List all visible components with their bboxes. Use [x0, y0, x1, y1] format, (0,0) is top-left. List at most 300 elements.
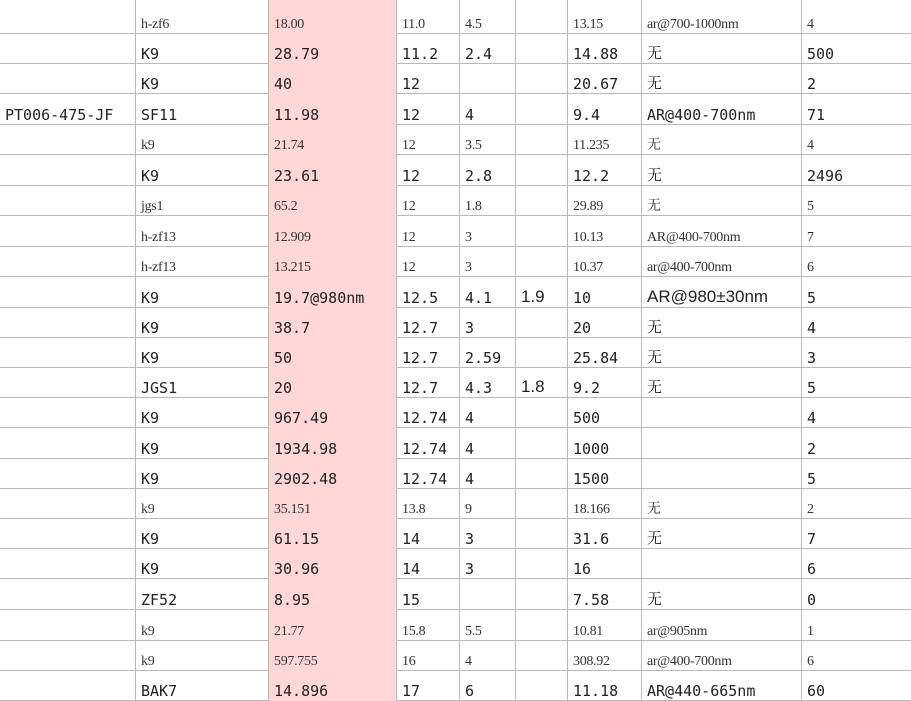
cell-text: 9.4: [573, 106, 601, 124]
cell-text: 无: [647, 138, 661, 153]
table-cell-col4[interactable]: [460, 34, 516, 64]
cell-text: K9: [141, 349, 160, 367]
table-cell-col4[interactable]: [460, 338, 516, 368]
cell-text: jgs1: [141, 199, 164, 214]
table-cell-col0[interactable]: [0, 155, 136, 186]
cell-text: 60: [807, 682, 826, 700]
table-cell-col1[interactable]: [136, 519, 269, 549]
cell-text: 3: [465, 230, 472, 245]
cell-text: 21.74: [274, 138, 305, 153]
table-cell-col4[interactable]: [460, 186, 516, 216]
table-cell-col3[interactable]: [397, 338, 460, 368]
table-cell-col2[interactable]: [269, 338, 397, 368]
table-cell-col2[interactable]: [269, 247, 397, 277]
table-cell-col5[interactable]: [516, 671, 568, 701]
table-cell-col8[interactable]: [802, 671, 911, 701]
table-cell-col8[interactable]: [802, 549, 911, 579]
table-cell-col6[interactable]: [568, 641, 642, 671]
table-cell-col3[interactable]: [397, 186, 460, 216]
table-cell-col2[interactable]: [269, 671, 397, 701]
table-cell-col6[interactable]: [568, 34, 642, 64]
cell-text: 无: [647, 348, 663, 366]
table-cell-col3[interactable]: [397, 549, 460, 579]
table-cell-col4[interactable]: [460, 519, 516, 549]
table-cell-col4[interactable]: [460, 0, 516, 34]
cell-text: 4.1: [465, 289, 493, 307]
table-cell-col5[interactable]: [516, 277, 568, 308]
table-cell-col1[interactable]: [136, 398, 269, 428]
table-cell-col5[interactable]: [516, 308, 568, 338]
table-cell-col2[interactable]: [269, 277, 397, 308]
table-row: [0, 489, 911, 519]
table-cell-col3[interactable]: [397, 671, 460, 701]
table-cell-col8[interactable]: [802, 519, 911, 549]
table-cell-col2[interactable]: [269, 0, 397, 34]
cell-text: 2.8: [465, 167, 493, 185]
table-cell-col7[interactable]: [642, 579, 802, 610]
cell-text: AR@440-665nm: [647, 682, 756, 700]
table-row: [0, 610, 911, 641]
cell-text: h-zf13: [141, 260, 176, 275]
table-cell-col7[interactable]: [642, 125, 802, 155]
cell-text: 7: [807, 530, 817, 548]
table-cell-col0[interactable]: [0, 519, 136, 549]
cell-text: AR@980±30nm: [647, 287, 769, 306]
table-cell-col1[interactable]: [136, 125, 269, 155]
cell-text: 40: [274, 75, 293, 93]
table-cell-col6[interactable]: [568, 0, 642, 34]
table-cell-col1[interactable]: [136, 549, 269, 579]
table-cell-col5[interactable]: [516, 398, 568, 428]
cell-text: 17: [402, 682, 421, 700]
table-cell-col6[interactable]: [568, 277, 642, 308]
table-cell-col1[interactable]: [136, 489, 269, 519]
table-cell-col3[interactable]: [397, 0, 460, 34]
table-cell-col0[interactable]: [0, 398, 136, 428]
cell-text: 5.5: [465, 624, 482, 639]
table-cell-col6[interactable]: [568, 519, 642, 549]
cell-text: 21.77: [274, 624, 305, 639]
table-cell-col6[interactable]: [568, 428, 642, 459]
table-cell-col2[interactable]: [269, 489, 397, 519]
table-cell-col2[interactable]: [269, 125, 397, 155]
cell-text: K9: [141, 167, 160, 185]
table-cell-col3[interactable]: [397, 610, 460, 641]
cell-text: ar@905nm: [647, 624, 708, 639]
table-cell-col6[interactable]: [568, 489, 642, 519]
cell-text: 14.896: [274, 682, 329, 700]
cell-text: 12.74: [402, 470, 448, 488]
table-cell-col3[interactable]: [397, 641, 460, 671]
cell-text: 1934.98: [274, 440, 338, 458]
cell-text: 12.909: [274, 230, 311, 245]
table-cell-col3[interactable]: [397, 216, 460, 247]
cell-text: 28.79: [274, 45, 320, 63]
cell-text: 6: [465, 682, 475, 700]
cell-text: 5: [807, 199, 814, 214]
table-cell-col4[interactable]: [460, 216, 516, 247]
table-cell-col7[interactable]: [642, 277, 802, 308]
table-cell-col3[interactable]: [397, 368, 460, 398]
cell-text: 23.61: [274, 167, 320, 185]
table-cell-col1[interactable]: [136, 428, 269, 459]
table-cell-col7[interactable]: [642, 34, 802, 64]
table-row: [0, 459, 911, 489]
table-cell-col7[interactable]: [642, 519, 802, 549]
cell-text: 2496: [807, 167, 844, 185]
table-cell-col2[interactable]: [269, 428, 397, 459]
table-cell-col7[interactable]: [642, 671, 802, 701]
cell-text: 16: [402, 654, 416, 669]
table-cell-col3[interactable]: [397, 277, 460, 308]
cell-text: 11.18: [573, 682, 619, 700]
table-cell-col3[interactable]: [397, 155, 460, 186]
table-cell-col1[interactable]: [136, 641, 269, 671]
table-cell-col8[interactable]: [802, 610, 911, 641]
table-cell-col2[interactable]: [269, 519, 397, 549]
table-cell-col8[interactable]: [802, 368, 911, 398]
table-cell-col2[interactable]: [269, 64, 397, 94]
cell-text: ar@700-1000nm: [647, 17, 739, 32]
table-cell-col6[interactable]: [568, 549, 642, 579]
table-cell-col3[interactable]: [397, 428, 460, 459]
table-cell-col4[interactable]: [460, 641, 516, 671]
cell-text: 12.7: [402, 319, 439, 337]
table-cell-col0[interactable]: [0, 125, 136, 155]
table-cell-col7[interactable]: [642, 641, 802, 671]
table-cell-col7[interactable]: [642, 338, 802, 368]
cell-text: K9: [141, 440, 160, 458]
table-cell-col1[interactable]: [136, 368, 269, 398]
table-cell-col3[interactable]: [397, 459, 460, 489]
table-cell-col8[interactable]: [802, 459, 911, 489]
table-cell-col8[interactable]: [802, 247, 911, 277]
table-cell-col7[interactable]: [642, 94, 802, 125]
table-cell-col8[interactable]: [802, 0, 911, 34]
table-row: [0, 428, 911, 459]
table-cell-col6[interactable]: [568, 459, 642, 489]
table-cell-col6[interactable]: [568, 155, 642, 186]
table-cell-col5[interactable]: [516, 64, 568, 94]
cell-text: k9: [141, 654, 155, 669]
table-cell-col8[interactable]: [802, 338, 911, 368]
table-cell-col3[interactable]: [397, 308, 460, 338]
table-cell-col0[interactable]: [0, 671, 136, 701]
table-cell-col2[interactable]: [269, 549, 397, 579]
cell-text: 无: [647, 378, 663, 396]
table-cell-col8[interactable]: [802, 155, 911, 186]
table-cell-col5[interactable]: [516, 459, 568, 489]
table-cell-col2[interactable]: [269, 579, 397, 610]
cell-text: 4: [465, 654, 472, 669]
table-cell-col5[interactable]: [516, 94, 568, 125]
table-cell-col1[interactable]: [136, 34, 269, 64]
table-cell-col7[interactable]: [642, 368, 802, 398]
cell-text: ZF52: [141, 591, 178, 609]
table-cell-col4[interactable]: [460, 368, 516, 398]
table-cell-col8[interactable]: [802, 428, 911, 459]
table-cell-col5[interactable]: [516, 125, 568, 155]
table-cell-col7[interactable]: [642, 428, 802, 459]
table-row: [0, 338, 911, 368]
table-cell-col0[interactable]: [0, 610, 136, 641]
cell-text: 13.15: [573, 17, 604, 32]
cell-text: JGS1: [141, 379, 178, 397]
table-cell-col8[interactable]: [802, 216, 911, 247]
table-cell-col5[interactable]: [516, 216, 568, 247]
table-cell-col7[interactable]: [642, 459, 802, 489]
table-cell-col6[interactable]: [568, 671, 642, 701]
cell-text: 61.15: [274, 530, 320, 548]
table-cell-col1[interactable]: [136, 308, 269, 338]
table-cell-col0[interactable]: [0, 368, 136, 398]
cell-text: K9: [141, 409, 160, 427]
table-cell-col5[interactable]: [516, 247, 568, 277]
table-cell-col4[interactable]: [460, 549, 516, 579]
table-cell-col3[interactable]: [397, 579, 460, 610]
cell-text: 16: [573, 560, 592, 578]
table-cell-col7[interactable]: [642, 610, 802, 641]
table-cell-col4[interactable]: [460, 64, 516, 94]
table-cell-col7[interactable]: [642, 398, 802, 428]
table-cell-col7[interactable]: [642, 216, 802, 247]
table-cell-col1[interactable]: [136, 94, 269, 125]
cell-text: k9: [141, 502, 155, 517]
table-cell-col8[interactable]: [802, 64, 911, 94]
cell-text: 967.49: [274, 409, 329, 427]
table-cell-col4[interactable]: [460, 277, 516, 308]
cell-text: h-zf13: [141, 230, 176, 245]
cell-text: 1500: [573, 470, 610, 488]
table-row: [0, 34, 911, 64]
table-cell-col2[interactable]: [269, 94, 397, 125]
cell-text: 500: [807, 45, 835, 63]
cell-text: 12: [402, 199, 416, 214]
table-cell-col5[interactable]: [516, 186, 568, 216]
table-cell-col5[interactable]: [516, 155, 568, 186]
table-cell-col0[interactable]: [0, 641, 136, 671]
cell-text: 500: [573, 409, 601, 427]
table-cell-col6[interactable]: [568, 610, 642, 641]
cell-text: PT006-475-JF: [5, 106, 114, 124]
cell-text: 14: [402, 560, 421, 578]
table-cell-col8[interactable]: [802, 579, 911, 610]
table-cell-col7[interactable]: [642, 247, 802, 277]
table-cell-col3[interactable]: [397, 34, 460, 64]
table-cell-col7[interactable]: [642, 155, 802, 186]
table-cell-col0[interactable]: [0, 549, 136, 579]
cell-text: 12: [402, 230, 416, 245]
table-cell-col0[interactable]: [0, 64, 136, 94]
table-cell-col5[interactable]: [516, 641, 568, 671]
table-cell-col1[interactable]: [136, 338, 269, 368]
table-cell-col4[interactable]: [460, 428, 516, 459]
table-cell-col2[interactable]: [269, 368, 397, 398]
table-cell-col5[interactable]: [516, 338, 568, 368]
table-cell-col1[interactable]: [136, 0, 269, 34]
table-cell-col8[interactable]: [802, 641, 911, 671]
table-cell-col0[interactable]: [0, 489, 136, 519]
table-row: [0, 94, 911, 125]
cell-text: 18.166: [573, 502, 610, 517]
cell-text: 12.7: [402, 379, 439, 397]
table-cell-col8[interactable]: [802, 34, 911, 64]
table-cell-col3[interactable]: [397, 398, 460, 428]
table-cell-col3[interactable]: [397, 489, 460, 519]
table-row: [0, 308, 911, 338]
table-cell-col1[interactable]: [136, 277, 269, 308]
table-cell-col4[interactable]: [460, 155, 516, 186]
table-cell-col6[interactable]: [568, 398, 642, 428]
cell-text: 5: [807, 470, 817, 488]
table-cell-col4[interactable]: [460, 308, 516, 338]
cell-text: 无: [647, 529, 663, 547]
cell-text: BAK7: [141, 682, 178, 700]
table-cell-col8[interactable]: [802, 308, 911, 338]
table-cell-col3[interactable]: [397, 519, 460, 549]
table-cell-col6[interactable]: [568, 64, 642, 94]
cell-text: k9: [141, 138, 155, 153]
table-cell-col0[interactable]: [0, 308, 136, 338]
table-cell-col4[interactable]: [460, 125, 516, 155]
table-cell-col0[interactable]: [0, 0, 136, 34]
table-cell-col5[interactable]: [516, 489, 568, 519]
cell-text: 29.89: [573, 199, 604, 214]
table-cell-col4[interactable]: [460, 610, 516, 641]
cell-text: 11.235: [573, 138, 610, 153]
table-cell-col0[interactable]: [0, 186, 136, 216]
table-cell-col6[interactable]: [568, 186, 642, 216]
table-cell-col5[interactable]: [516, 368, 568, 398]
cell-text: 10.13: [573, 230, 604, 245]
table-cell-col5[interactable]: [516, 579, 568, 610]
table-cell-col1[interactable]: [136, 579, 269, 610]
table-cell-col2[interactable]: [269, 459, 397, 489]
table-cell-col0[interactable]: [0, 94, 136, 125]
cell-text: 2: [807, 502, 814, 517]
table-cell-col5[interactable]: [516, 549, 568, 579]
table-cell-col4[interactable]: [460, 671, 516, 701]
table-cell-col3[interactable]: [397, 125, 460, 155]
table-cell-col7[interactable]: [642, 308, 802, 338]
table-cell-col2[interactable]: [269, 398, 397, 428]
table-cell-col2[interactable]: [269, 186, 397, 216]
cell-text: SF11: [141, 106, 178, 124]
table-cell-col5[interactable]: [516, 519, 568, 549]
table-cell-col7[interactable]: [642, 64, 802, 94]
table-cell-col3[interactable]: [397, 94, 460, 125]
table-cell-col4[interactable]: [460, 247, 516, 277]
table-cell-col4[interactable]: [460, 459, 516, 489]
cell-text: 7: [807, 230, 814, 245]
table-cell-col8[interactable]: [802, 125, 911, 155]
table-cell-col8[interactable]: [802, 277, 911, 308]
cell-text: 5: [807, 379, 817, 397]
table-cell-col2[interactable]: [269, 308, 397, 338]
table-cell-col4[interactable]: [460, 489, 516, 519]
table-cell-col8[interactable]: [802, 186, 911, 216]
table-cell-col1[interactable]: [136, 155, 269, 186]
table-cell-col8[interactable]: [802, 489, 911, 519]
table-cell-col7[interactable]: [642, 489, 802, 519]
table-cell-col2[interactable]: [269, 155, 397, 186]
table-cell-col1[interactable]: [136, 64, 269, 94]
table-cell-col1[interactable]: [136, 247, 269, 277]
table-cell-col2[interactable]: [269, 34, 397, 64]
table-cell-col5[interactable]: [516, 34, 568, 64]
table-cell-col2[interactable]: [269, 610, 397, 641]
table-cell-col5[interactable]: [516, 428, 568, 459]
table-cell-col7[interactable]: [642, 0, 802, 34]
table-cell-col6[interactable]: [568, 308, 642, 338]
table-cell-col0[interactable]: [0, 459, 136, 489]
table-cell-col6[interactable]: [568, 125, 642, 155]
table-cell-col6[interactable]: [568, 338, 642, 368]
cell-text: 1.8: [465, 199, 482, 214]
table-cell-col2[interactable]: [269, 216, 397, 247]
table-cell-col5[interactable]: [516, 610, 568, 641]
table-cell-col1[interactable]: [136, 216, 269, 247]
table-row: [0, 398, 911, 428]
table-cell-col1[interactable]: [136, 671, 269, 701]
table-cell-col4[interactable]: [460, 94, 516, 125]
table-cell-col1[interactable]: [136, 186, 269, 216]
cell-text: h-zf6: [141, 17, 170, 32]
cell-text: 6: [807, 654, 814, 669]
cell-text: 15.8: [402, 624, 426, 639]
table-cell-col6[interactable]: [568, 368, 642, 398]
table-cell-col0[interactable]: [0, 338, 136, 368]
table-cell-col4[interactable]: [460, 398, 516, 428]
cell-text: 9: [465, 502, 472, 517]
table-cell-col1[interactable]: [136, 459, 269, 489]
cell-text: K9: [141, 45, 160, 63]
table-cell-col0[interactable]: [0, 579, 136, 610]
table-cell-col6[interactable]: [568, 94, 642, 125]
table-cell-col8[interactable]: [802, 94, 911, 125]
table-cell-col5[interactable]: [516, 0, 568, 34]
table-cell-col7[interactable]: [642, 549, 802, 579]
table-cell-col4[interactable]: [460, 579, 516, 610]
table-cell-col6[interactable]: [568, 216, 642, 247]
table-cell-col0[interactable]: [0, 428, 136, 459]
table-cell-col3[interactable]: [397, 64, 460, 94]
table-cell-col7[interactable]: [642, 186, 802, 216]
table-cell-col8[interactable]: [802, 398, 911, 428]
table-cell-col1[interactable]: [136, 610, 269, 641]
table-cell-col2[interactable]: [269, 641, 397, 671]
cell-text: K9: [141, 530, 160, 548]
cell-text: 2: [807, 440, 817, 458]
cell-text: 2: [807, 75, 817, 93]
table-cell-col6[interactable]: [568, 579, 642, 610]
table-cell-col0[interactable]: [0, 216, 136, 247]
cell-text: K9: [141, 319, 160, 337]
cell-text: 5: [807, 289, 817, 307]
cell-text: 20.67: [573, 75, 619, 93]
cell-text: 3: [465, 560, 475, 578]
cell-text: 6: [807, 260, 814, 275]
cell-text: 25.84: [573, 349, 619, 367]
cell-text: K9: [141, 289, 160, 307]
cell-text: 50: [274, 349, 293, 367]
table-cell-col0[interactable]: [0, 34, 136, 64]
table-cell-col3[interactable]: [397, 247, 460, 277]
table-cell-col0[interactable]: [0, 247, 136, 277]
cell-text: K9: [141, 560, 160, 578]
table-cell-col0[interactable]: [0, 277, 136, 308]
table-cell-col6[interactable]: [568, 247, 642, 277]
